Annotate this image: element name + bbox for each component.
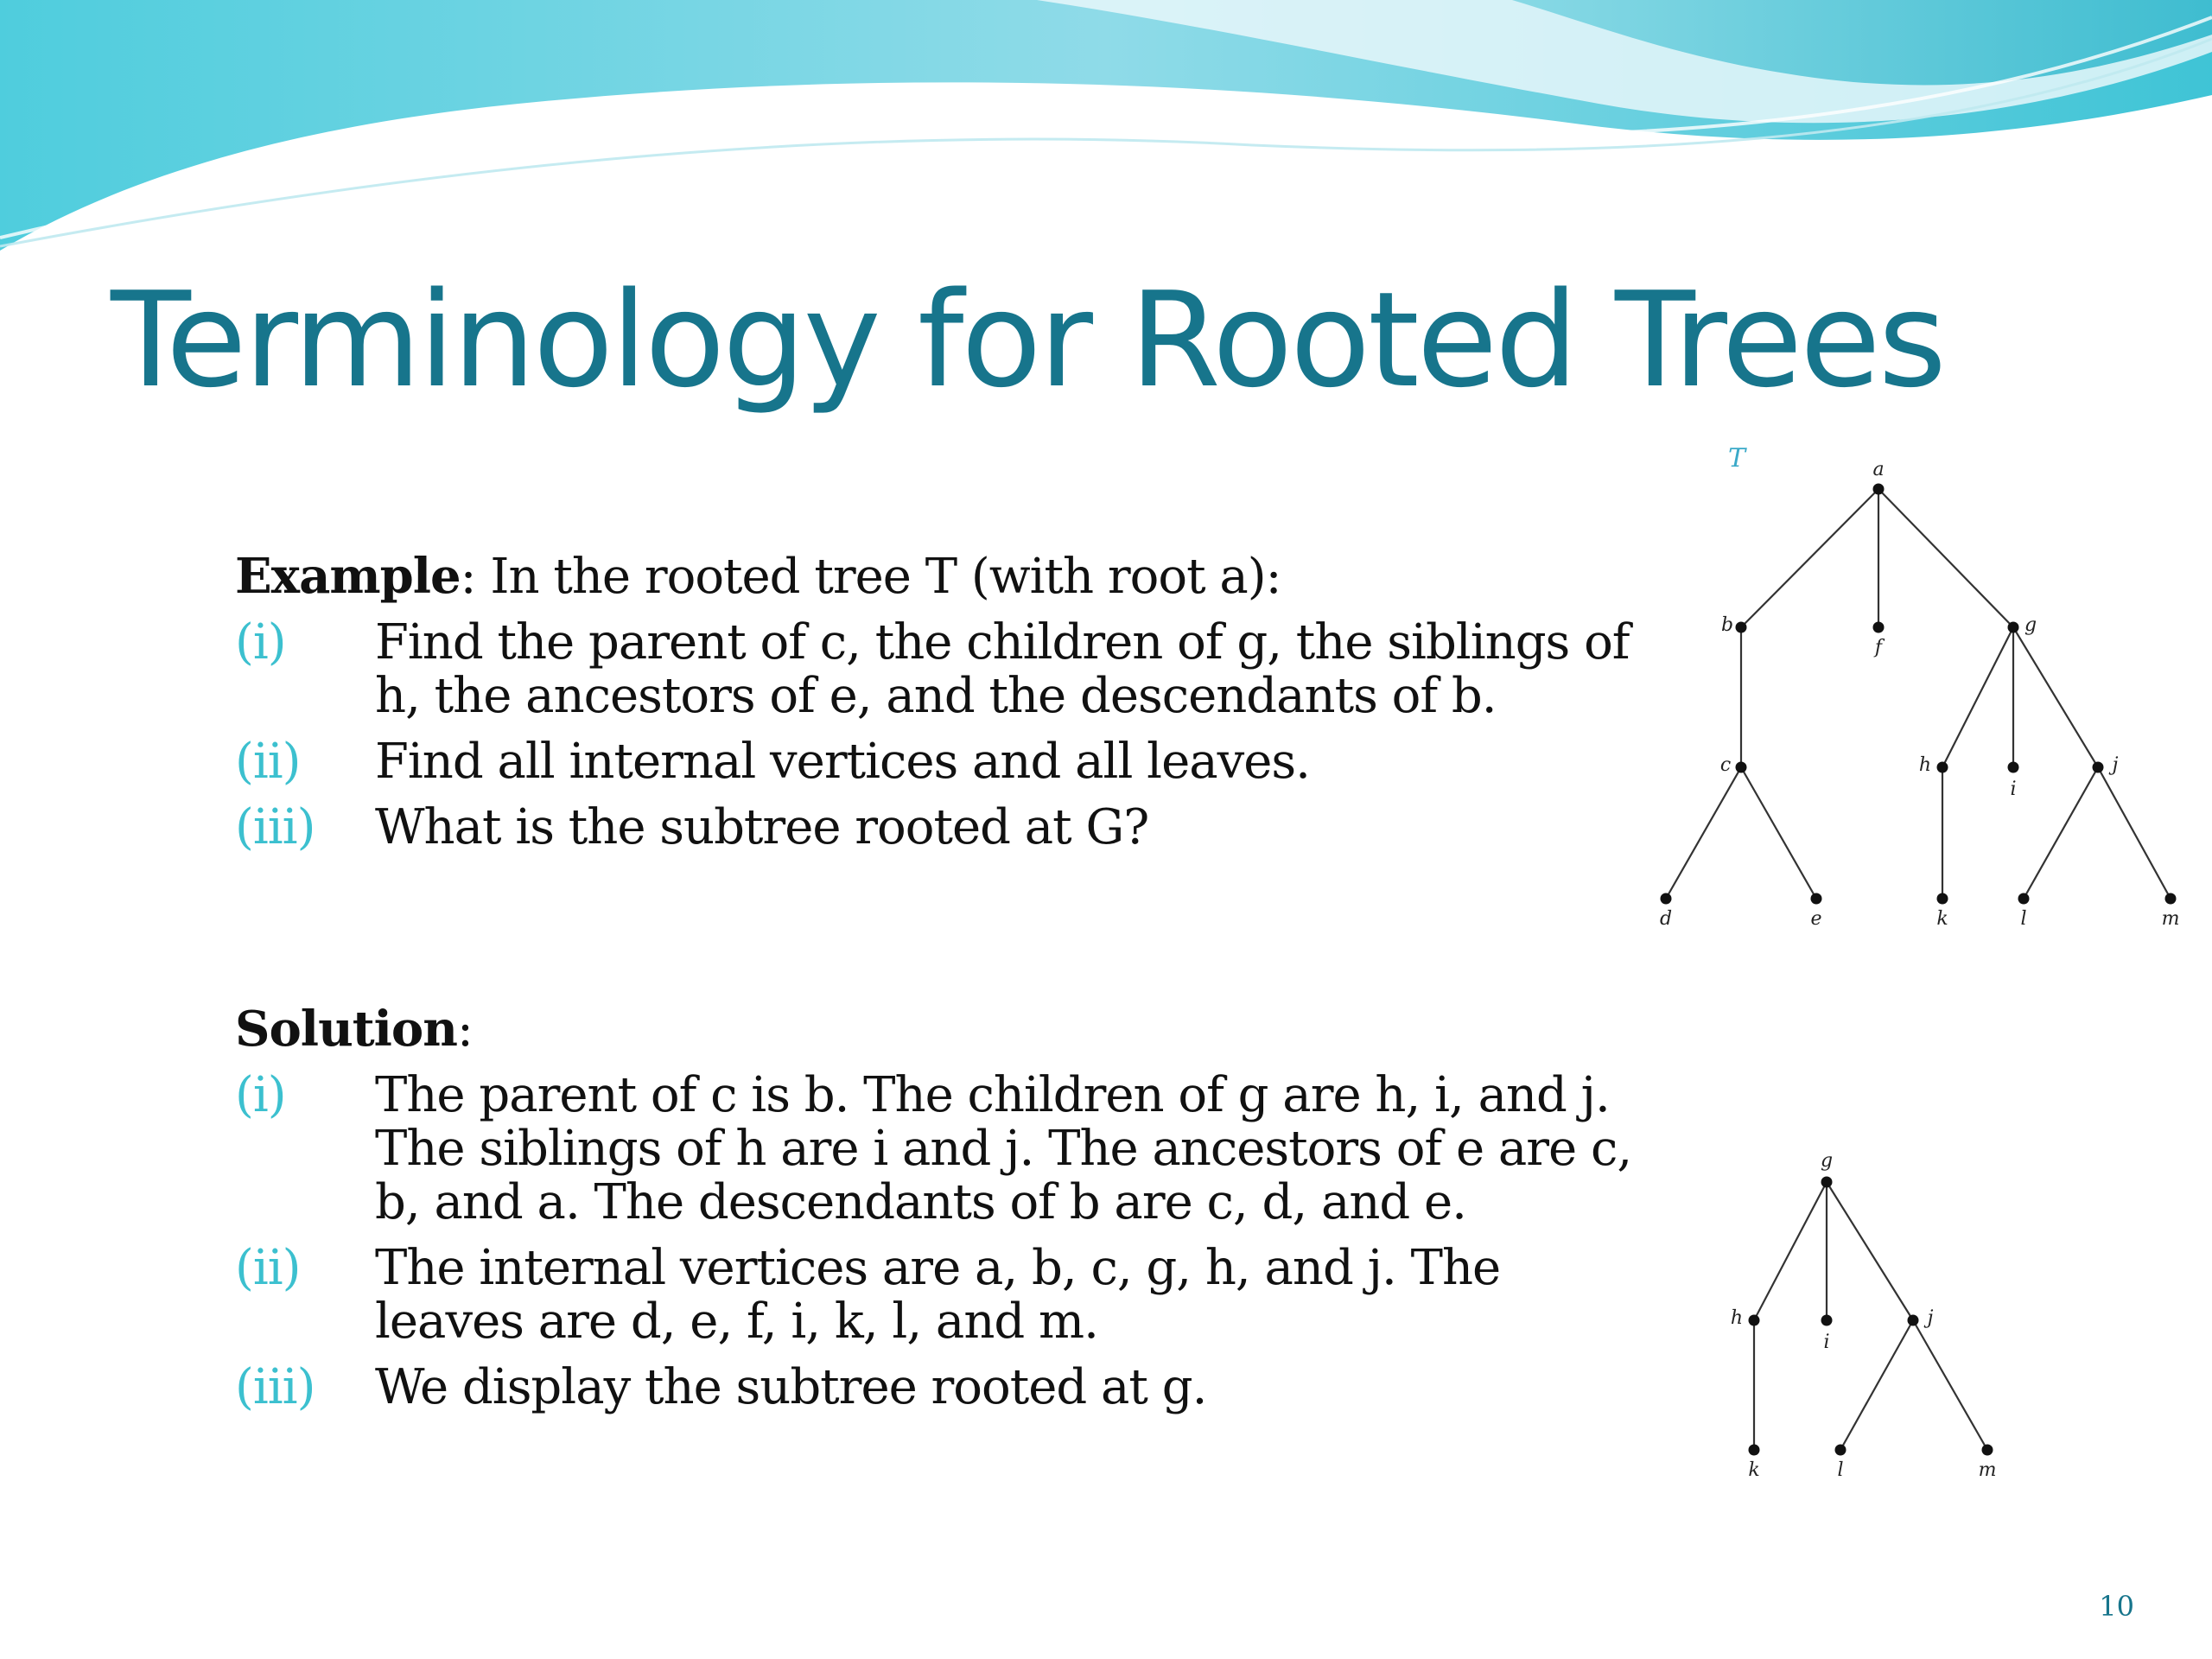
- tree-T-node-i: [2008, 762, 2019, 773]
- tree-T-node-e: [1811, 893, 1822, 905]
- tree-T-edge-a-b: [1741, 489, 1878, 627]
- example-block: [235, 550, 1635, 867]
- tree-g-node-l: [1835, 1445, 1847, 1456]
- example-item-text: Find the parent of c, the children of g, the siblings of h, the ancestors of e, and the descendants of b.: [375, 614, 1630, 724]
- tree-T-node-k: [1937, 893, 1948, 905]
- tree-g-node-i: [1821, 1315, 1833, 1326]
- solution-item-text: We display the subtree rooted at g.: [375, 1359, 1207, 1415]
- tree-T-node-a: [1873, 484, 1885, 495]
- example-item-1: [235, 616, 1635, 723]
- tree-T-node-label-m: m: [2161, 908, 2180, 930]
- example-heading: [235, 550, 1635, 604]
- tree-g-edge-g-j: [1827, 1182, 1913, 1320]
- page-title: Terminology for Rooted Trees: [111, 264, 1944, 416]
- solution-item-1: [235, 1069, 1635, 1230]
- tree-T-node-label-d: d: [1659, 908, 1673, 930]
- example-item-text: Find all internal vertices and all leaves.: [375, 734, 1310, 790]
- example-item-2: [235, 735, 1635, 789]
- solution-heading: [235, 1002, 1635, 1057]
- solution-heading-text: :: [457, 1001, 473, 1058]
- tree-g-node-label-k: k: [1748, 1459, 1760, 1481]
- tree-g-node-label-m: m: [1978, 1459, 1997, 1481]
- tree-T-node-label-f: f: [1874, 637, 1883, 658]
- solution-item-number: (iii): [235, 1359, 315, 1415]
- solution-item-text: The parent of c is b. The children of g are h, i, and j. The siblings of h are i and j. The ancestors of e are c, b, and a. The descendants of b are c, d, and e.: [375, 1067, 1632, 1230]
- tree-T-node-label-e: e: [1810, 908, 1822, 930]
- example-item-number: (iii): [235, 799, 315, 855]
- tree-g-edge-j-m: [1913, 1320, 1987, 1450]
- tree-g-node-label-h: h: [1730, 1307, 1744, 1329]
- tree-T-node-label-c: c: [1719, 754, 1732, 776]
- example-item-text: What is the subtree rooted at G?: [375, 799, 1149, 855]
- tree-T-label: T: [1728, 443, 1746, 474]
- tree-T-node-j: [2093, 762, 2104, 773]
- rooted-tree-T-diagram: [1633, 441, 2195, 950]
- solution-heading-bold: Solution: [235, 1001, 457, 1058]
- subtree-g-diagram: [1719, 1141, 2013, 1486]
- tree-T-node-label-b: b: [1720, 614, 1734, 636]
- solution-item-3: [235, 1361, 1635, 1414]
- tree-T-node-label-k: k: [1936, 908, 1948, 930]
- page-number: 10: [2099, 1590, 2134, 1623]
- tree-T-node-c: [1736, 762, 1747, 773]
- tree-T-edge-c-e: [1741, 767, 1816, 899]
- tree-T-node-f: [1873, 622, 1885, 633]
- example-heading-bold: Example: [235, 548, 461, 605]
- tree-g-node-label-i: i: [1823, 1332, 1830, 1353]
- tree-g-node-label-g: g: [1820, 1150, 1834, 1172]
- solution-item-text: The internal vertices are a, b, c, g, h, and j. The leaves are d, e, f, i, k, l, and m.: [375, 1240, 1501, 1350]
- solution-item-number: (ii): [235, 1240, 301, 1296]
- tree-g-node-label-j: j: [1927, 1307, 1934, 1329]
- tree-T-edge-a-g: [1878, 489, 2013, 627]
- tree-g-edge-g-h: [1754, 1182, 1827, 1320]
- tree-T-node-label-a: a: [1872, 459, 1885, 480]
- tree-g-node-k: [1749, 1445, 1760, 1456]
- tree-T-node-label-l: l: [2020, 908, 2027, 930]
- tree-g-node-label-l: l: [1837, 1459, 1844, 1481]
- tree-T-node-h: [1937, 762, 1948, 773]
- solution-item-2: [235, 1242, 1635, 1349]
- tree-T-edge-j-l: [2024, 767, 2098, 899]
- tree-T-node-l: [2018, 893, 2030, 905]
- solution-item-number: (i): [235, 1067, 286, 1123]
- tree-T-node-label-j: j: [2112, 754, 2119, 776]
- tree-T-node-label-g: g: [2024, 614, 2037, 636]
- tree-g-node-j: [1908, 1315, 1919, 1326]
- example-item-3: [235, 801, 1635, 855]
- tree-T-edge-j-m: [2098, 767, 2171, 899]
- tree-g-node-h: [1749, 1315, 1760, 1326]
- tree-T-edge-g-h: [1942, 627, 2013, 767]
- tree-T-node-b: [1736, 622, 1747, 633]
- tree-T-node-d: [1661, 893, 1672, 905]
- tree-T-node-g: [2008, 622, 2019, 633]
- tree-T-node-m: [2165, 893, 2177, 905]
- header-wave-banner: [0, 0, 2212, 259]
- tree-g-edge-j-l: [1840, 1320, 1913, 1450]
- example-item-number: (ii): [235, 734, 301, 790]
- tree-g-node-m: [1982, 1445, 1993, 1456]
- tree-g-node-g: [1821, 1177, 1833, 1188]
- tree-T-edge-c-d: [1666, 767, 1741, 899]
- tree-T-edge-g-j: [2013, 627, 2098, 767]
- example-heading-text: : In the rooted tree T (with root a):: [460, 549, 1281, 605]
- tree-T-node-label-h: h: [1918, 754, 1932, 776]
- solution-block: [235, 1002, 1635, 1427]
- tree-T-node-label-i: i: [2010, 779, 2017, 800]
- example-item-number: (i): [235, 614, 286, 671]
